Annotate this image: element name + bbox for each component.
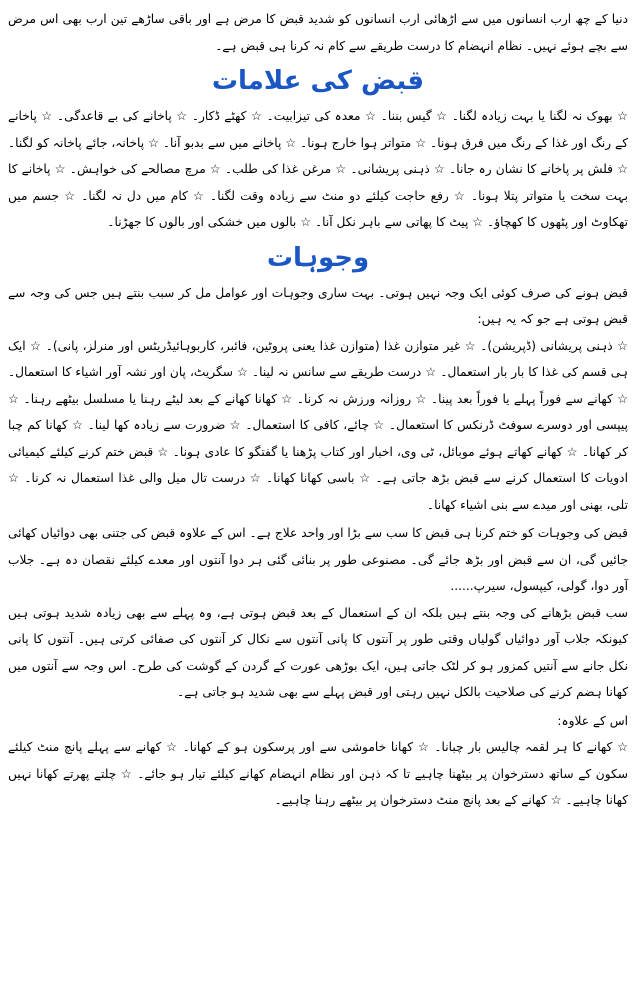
symptoms-heading: قبض کی علامات (211, 66, 425, 96)
causes-heading: وجوہات (266, 242, 370, 273)
intro-paragraph: دنیا کے چھ ارب انسانوں میں سے اڑھائی ارب انسانوں کو شدید قبض کا مرض ہے اور باقی ساڑھے تین ارب بھی اس مرض سے بچے ہوئے نہیں۔ نظام انہضام کا درست طریقے سے کام نہ کرنا ہی قبض ہے۔ (8, 12, 628, 53)
causes-summary-paragraph: قبض کی وجوہات کو ختم کرنا ہی قبض کا سب سے بڑا اور واحد علاج ہے۔ اس کے علاوہ قبض کی جتنی بھی دوائیاں کھائی جائیں گی، ان سے قبض اور بڑھ جائے گی۔ مصنوعی طور پر بنائی گئی ہر دوا آنتوں اور معدے کیلئے نقصان دہ ہے۔ جلاب آور دوا، گولی، کیپسول، سیرپ...... (8, 526, 628, 593)
causes-intro-paragraph: قبض ہونے کی صرف کوئی ایک وجہ نہیں ہوتی۔ بہت ساری وجوہات اور عوامل مل کر سبب بنتے ہیں جس کی وجہ سے قبض ہوتی ہے جو کہ یہ ہیں: (8, 285, 628, 326)
causes-list-paragraph: ☆ ذہنی پریشانی (ڈپریشن)۔ ☆ غیر متوازن غذا (متوازن غذا یعنی پروٹین، فائبر، کاربوہائیڈریٹس اور منرلز، پانی)۔ ☆ ایک ہی قسم کی غذا کا بار بار استعمال۔ ☆ درست طریقے سے سانس نہ لینا۔ ☆ سگریٹ، پان اور نشہ آور اشیاء کا استعمال۔ ☆ کھانے سے فوراً پہلے یا فوراً بعد پینا۔ ☆ روزانہ ورزش نہ کرنا۔ ☆ کھانا کھانے کے بعد لیٹے رہنا یا مسلسل بیٹھے رہنا۔ ☆ پیپسی اور دوسرے سوفٹ ڈرنکس کا استعمال۔ ☆ چائے، کافی کا استعمال۔ ☆ ضرورت سے زیادہ کھا لینا۔ ☆ کھانا کم چبا کر کھانا۔ ☆ کھانے کھاتے ہوئے موبائل، ٹی وی، اخبار اور کتاب پڑھنا یا گفتگو کا عادی ہونا۔ ☆ قبض ختم کرنے کیلئے کیمیائی ادویات کا استعمال کرنے سے قبض بڑھ جاتی ہے۔ ☆ باسی کھانا کھانا۔ ☆ درست تال میل والی غذا استعمال نہ کرنا۔ ☆ تلی، بھنی اور میدے سے بنی اشیاء کھانا۔ (8, 338, 628, 512)
symptoms-paragraph: ☆ بھوک نہ لگنا یا بہت زیادہ لگنا۔ ☆ گیس بننا۔ ☆ معدہ کی تیزابیت۔ ☆ کھٹے ڈکار۔ ☆ پاخانے کی بے قاعدگی۔ ☆ پاخانے کے رنگ اور غذا کے رنگ میں فرق ہونا۔ ☆ متواتر ہوا خارج ہونا۔ ☆ پاخانے میں سے بدبو آنا۔ ☆ پاخانہ، جائے پاخانہ کو لگنا۔ ☆ فلش پر پاخانے کا نشان رہ جانا۔ ☆ ذہنی پریشانی۔ ☆ مرغن غذا کی طلب۔ ☆ مرچ مصالحے کی خواہش۔ ☆ پاخانے کا بہت سخت یا متواتر پتلا ہونا۔ ☆ رفع حاجت کیلئے دو منٹ سے زیادہ وقت لگنا۔ ☆ کام میں دل نہ لگنا۔ ☆ جسم میں تھکاوٹ اور پٹھوں کا کھچاؤ۔ ☆ پیٹ کا پھاتی سے باہر نکل آنا۔ ☆ بالوں میں خشکی اور بالوں کا جھڑنا۔ (8, 109, 628, 229)
besides-label: اس کے علاوہ: (557, 713, 628, 728)
causes-summary-continued-paragraph: سب قبض بڑھانے کی وجہ بنتے ہیں بلکہ ان کے استعمال کے بعد قبض ہوتی ہے، وہ پہلے سے بھی زیادہ شدید ہوتی ہیں کیونکہ جلاب آور دوائیاں گولیاں وقتی طور پر آنتوں کا پانی آنتوں سے نکال کر آنتوں کی صفائی کرتی ہیں۔ آنتوں کا پانی نکل جانے سے آنتیں کمزور ہو کر لٹک جاتی ہیں، ایک بوڑھی عورت کے گردن کے گوشت کی طرح۔ اس وجہ سے آنتوں میں کھانا ہضم کرنے کی صلاحیت بالکل نہیں رہتی اور قبض پہلے سے بھی شدید ہو جاتی ہے۔ (8, 605, 628, 699)
besides-list-paragraph: ☆ کھانے کا ہر لقمہ چالیس بار چبانا۔ ☆ کھانا خاموشی سے اور پرسکون ہو کے کھانا۔ ☆ کھانے سے پہلے پانچ منٹ کیلئے سکون کے ساتھ دسترخوان پر بیٹھنا چاہیے تا کہ ذہن اور نظام انہضام کھانے کیلئے تیار ہو جائے۔ ☆ چلتے پھرتے کھانا نہیں کھانا چاہیے۔ ☆ کھانے کے بعد پانچ منٹ دسترخوان پر بیٹھے رہنا چاہیے۔ (8, 740, 628, 807)
